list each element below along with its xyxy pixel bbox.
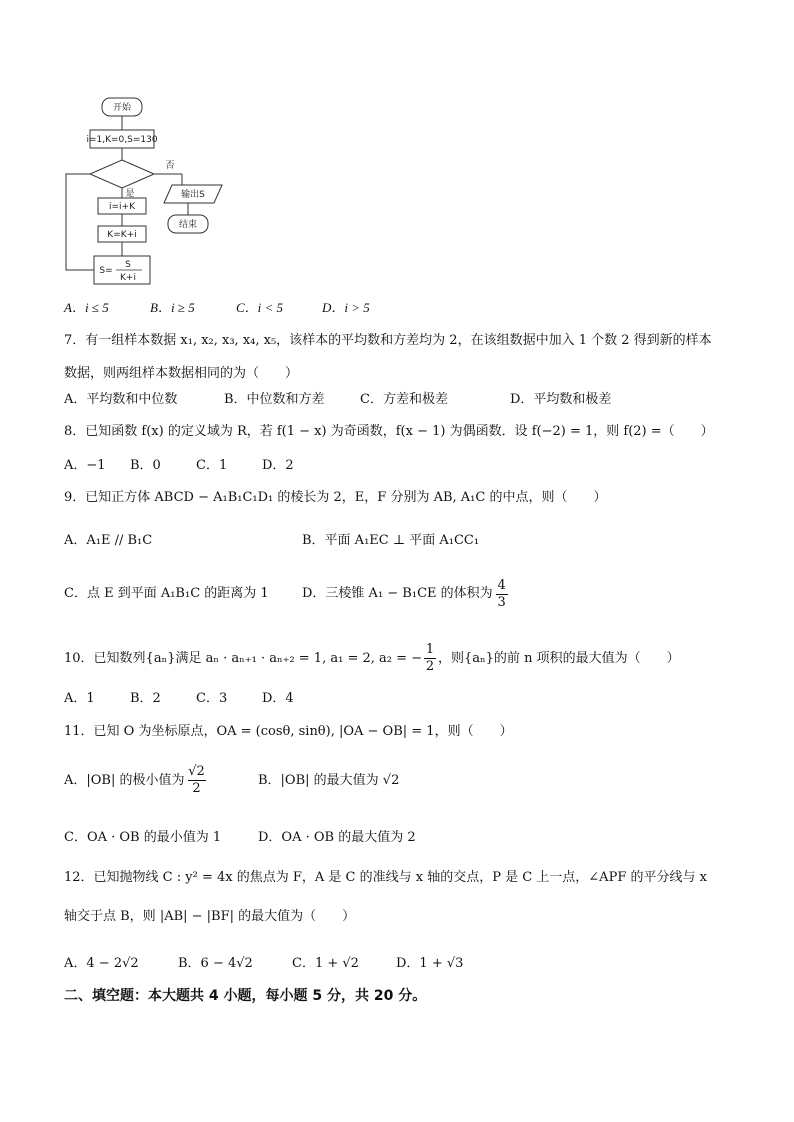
q9-option-c[interactable]: C．点 E 到平面 A₁B₁C 的距离为 1 (64, 586, 269, 601)
q7-option-a[interactable]: A．平均数和中位数 (64, 392, 178, 407)
q12-option-c[interactable]: C．1 + √2 (292, 956, 359, 971)
q11-option-a[interactable] (64, 764, 258, 797)
q9-option-b[interactable]: B．平面 A₁EC ⊥ 平面 A₁CC₁ (302, 533, 480, 548)
q11-option-b[interactable]: B．|OB| 的最大值为 √2 (258, 772, 400, 788)
flow-step2-text: K=K+i (107, 230, 137, 240)
q12-option-d[interactable]: D．1 + √3 (396, 956, 464, 971)
q12-options (64, 954, 738, 974)
q8-option-d[interactable]: D．2 (262, 458, 294, 473)
q9-text: 9．已知正方体 ABCD − A₁B₁C₁D₁ 的棱长为 2，E，F 分别为 AB, A₁C 的中点，则（ ） (64, 490, 607, 505)
q9-options-ab (64, 531, 738, 551)
flow-start-text: 开始 (112, 103, 132, 113)
q10-option-d[interactable]: D．4 (262, 691, 294, 706)
q6-option-a[interactable]: A．i ≤ 5 (64, 300, 109, 315)
q10-pre: 10．已知数列{aₙ}满足 aₙ · aₙ₊₁ · aₙ₊₂ = 1, a₁ = 2, a₂ = − (64, 650, 423, 666)
flow-loop-line (66, 174, 94, 270)
flow-end-text: 结束 (178, 220, 198, 230)
q10-stem (64, 642, 738, 675)
q12-option-b[interactable]: B．6 − 4√2 (178, 956, 253, 971)
q10-options (64, 689, 738, 709)
flow-init-text: i=1,K=0,S=130 (86, 135, 158, 145)
flow-step3-num: S (125, 260, 131, 270)
q7-option-d[interactable]: D．平均数和极差 (510, 392, 612, 407)
q7-line2: 数据，则两组样本数据相同的为（ ） (64, 366, 299, 381)
q12-line2: 轴交于点 B，则 |AB| − |BF| 的最大值为（ ） (64, 909, 356, 924)
q11-option-a-text: A．|OB| 的极小值为 (64, 772, 185, 788)
q9-option-a[interactable]: A．A₁E // B₁C (64, 533, 153, 548)
q11-option-d[interactable]: D．OA · OB 的最大值为 2 (258, 830, 416, 845)
q10-frac-den: 2 (425, 659, 435, 674)
q6-option-b[interactable]: B．i ≥ 5 (150, 300, 195, 315)
q10-option-a[interactable]: A．1 (64, 691, 95, 706)
q10-option-c[interactable]: C．3 (196, 691, 228, 706)
q11-option-c[interactable]: C．OA · OB 的最小值为 1 (64, 830, 222, 845)
q8-option-b[interactable]: B．0 (130, 458, 161, 473)
q10-post: ，则{aₙ}的前 n 项积的最大值为（ ） (438, 650, 680, 666)
q7-line1: 7．有一组样本数据 x₁, x₂, x₃, x₄, x₅，该样本的平均数和方差均为 2，在该组数据中加入 1 个数 2 得到新的样本 (64, 333, 712, 348)
q12-line1: 12．已知抛物线 C : y² = 4x 的焦点为 F，A 是 C 的准线与 x 轴的交点，P 是 C 上一点，∠APF 的平分线与 x (64, 870, 707, 885)
q11-options-ab (64, 764, 738, 797)
q9-option-d[interactable] (302, 574, 508, 614)
flow-step1-text: i=i+K (109, 202, 135, 212)
flow-step3-den: K+i (120, 273, 136, 283)
q9-frac-num: 4 (497, 577, 506, 593)
flowchart (0, 0, 794, 300)
flow-step3-left: S= (99, 266, 113, 276)
q11-options-cd (64, 828, 738, 848)
section-2-heading: 二、填空题：本大题共 4 小题，每小题 5 分，共 20 分。 (64, 988, 427, 1004)
q8-text: 8．已知函数 f(x) 的定义域为 R，若 f(1 − x) 为奇函数，f(x − 1) 为偶函数．设 f(−2) = 1，则 f(2) =（ ） (64, 424, 714, 439)
q11-frac-den: 2 (192, 781, 201, 796)
q9-frac-den: 3 (497, 594, 506, 610)
q6-option-d[interactable]: D．i > 5 (322, 300, 370, 315)
q9-options-cd (64, 574, 738, 614)
q8-option-a[interactable]: A．−1 (64, 458, 106, 473)
q8-option-c[interactable]: C．1 (196, 458, 228, 473)
q6-options (64, 298, 738, 318)
q7-option-c[interactable]: C．方差和极差 (360, 392, 448, 407)
q10-frac-num: 1 (425, 642, 435, 657)
q8-options (64, 456, 738, 476)
flow-no-label: 否 (165, 161, 175, 171)
flow-yes-label: 是 (125, 189, 135, 199)
q7-option-b[interactable]: B．中位数和方差 (224, 392, 325, 407)
q12-option-a[interactable]: A．4 − 2√2 (64, 956, 139, 971)
q9-option-d-text: D．三棱锥 A₁ − B₁CE 的体积为 (302, 586, 493, 601)
q7-options (64, 390, 738, 410)
q10-option-b[interactable]: B．2 (130, 691, 161, 706)
flow-output-text: 输出S (181, 190, 205, 200)
flow-decision (90, 160, 154, 188)
q11-text: 11．已知 O 为坐标原点，OA = (cosθ, sinθ), |OA − OB| = 1，则（ ） (64, 724, 513, 739)
q6-option-c[interactable]: C．i < 5 (236, 300, 284, 315)
q11-frac-num: √2 (188, 764, 205, 779)
